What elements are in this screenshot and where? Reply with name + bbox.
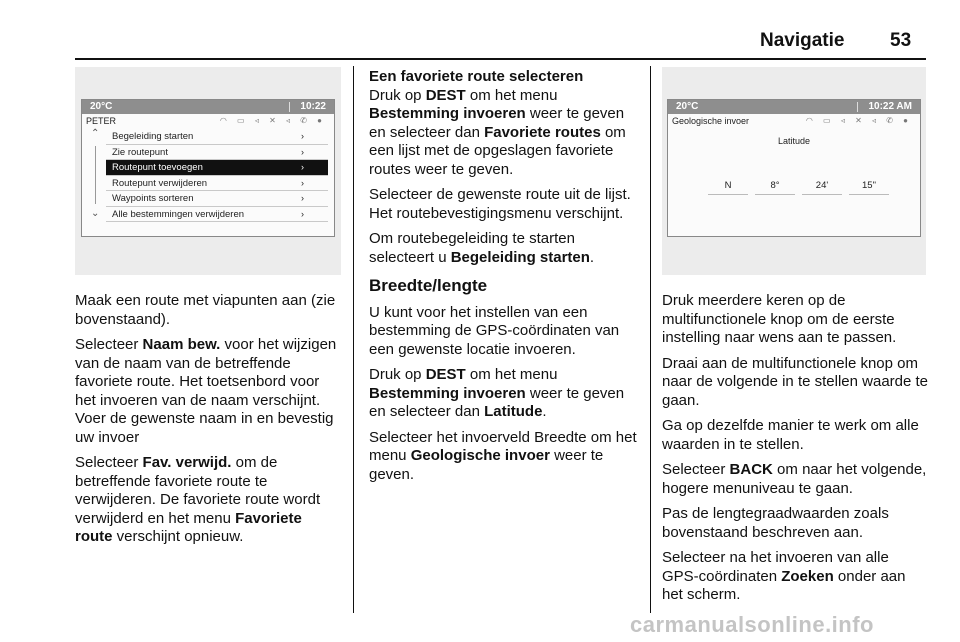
menu-item-begeleiding-starten[interactable] (106, 129, 328, 145)
chevron-right-icon: › (301, 146, 304, 157)
paragraph: Druk op DEST om het menu Bestemming invoeren weer te geven en selecteer dan Favoriete routes om een lijst met de opgeslagen favoriete routes weer te geven. (369, 86, 626, 178)
paragraph: Draai aan de multifunctionele knop om naar de volgende in te stellen waarde te gaan. (662, 354, 929, 409)
screen-subtitle: PETER (86, 116, 117, 126)
ui-term: BACK (729, 461, 773, 478)
column-2 (369, 68, 637, 491)
temperature: 20°C (90, 101, 113, 112)
route-menu (106, 129, 328, 222)
ui-term: Favoriete route (75, 509, 302, 545)
minutes-field[interactable]: 24' (815, 180, 829, 191)
menu-item-label: Begeleiding starten (112, 131, 194, 142)
column-1 (75, 292, 343, 554)
column-divider (650, 66, 651, 613)
ui-term: DEST (425, 366, 466, 383)
chevron-right-icon: › (301, 193, 304, 203)
screen-subtitle: Geologische invoer (672, 116, 750, 126)
section-heading: Breedte/lengte (369, 276, 488, 295)
menu-item-label: Routepunt verwijderen (112, 177, 208, 189)
paragraph: U kunt voor het instellen van een bestemming de GPS-coördinaten van een gewenste locatie invoeren. (369, 303, 620, 358)
seconds-field[interactable]: 15" (862, 180, 876, 191)
page-header-title: Navigatie (760, 30, 845, 51)
menu-item-label: Alle bestemmingen verwijderen (112, 208, 245, 220)
chevron-right-icon: › (301, 131, 304, 141)
paragraph: Pas de lengtegraadwaarden zoals bovenstaand beschreven aan. (662, 505, 889, 541)
paragraph: Ga op dezelfde manier te werk om alle waarden in te stellen. (662, 417, 919, 453)
menu-item-waypoints-sorteren[interactable] (106, 191, 328, 207)
display-screen (667, 99, 921, 237)
clock: 10:22 AM (868, 101, 912, 112)
ui-term: DEST (425, 86, 466, 104)
ui-term: Begeleiding starten (450, 248, 590, 266)
paragraph: Selecteer het invoerveld Breedte om het menu Geologische invoer weer te geven. (369, 428, 637, 483)
paragraph: Om routebegeleiding te starten selecteert u Begeleiding starten. (369, 230, 595, 266)
hemisphere-field[interactable]: N (724, 180, 732, 191)
field-underline (708, 194, 748, 195)
menu-item-routepunt-toevoegen[interactable] (106, 160, 328, 176)
column-divider (353, 66, 354, 613)
chevron-right-icon: › (301, 208, 304, 219)
separator (289, 102, 290, 112)
ui-term: Bestemming invoeren (369, 384, 526, 402)
ui-term: Latitude (484, 403, 543, 420)
paragraph: Druk op DEST om het menu Bestemming invoeren weer te geven en selecteer dan Latitude. (369, 366, 625, 420)
degrees-field[interactable]: 8° (770, 180, 780, 191)
ui-term: Fav. verwijd. (142, 454, 232, 471)
ui-term: Bestemming invoeren (369, 105, 526, 122)
menu-item-label: Routepunt toevoegen (112, 162, 203, 173)
section-heading: Een favoriete route selecteren (369, 68, 584, 85)
separator (857, 102, 858, 112)
scroll-down-icon[interactable]: ⌄ (91, 208, 100, 219)
ui-term: Zoeken (781, 567, 834, 585)
status-icons: ◠ ▭ ◃ ✕ ◃ ✆ ● (219, 116, 326, 125)
status-bar (82, 100, 334, 114)
header-rule (75, 58, 926, 60)
scroll-track (95, 146, 96, 204)
temperature: 20°C (676, 101, 699, 112)
ui-term: Favoriete routes (484, 123, 601, 141)
screenshot-route-menu (75, 67, 341, 275)
menu-item-label: Waypoints sorteren (112, 193, 194, 204)
paragraph: Selecteer Fav. verwijd. om de betreffende favoriete route te verwijderen. De favoriete route wordt verwijderd en het menu Favoriete route verschijnt opnieuw. (75, 454, 321, 545)
page-number: 53 (890, 30, 912, 51)
paragraph: Selecteer na het invoeren van alle GPS-coördinaten Zoeken onder aan het scherm. (662, 549, 906, 603)
field-underline (849, 194, 889, 195)
status-bar (668, 100, 920, 114)
menu-item-zie-routepunt[interactable] (106, 145, 328, 161)
clock: 10:22 (300, 101, 326, 112)
ui-term: Naam bew. (142, 336, 221, 353)
menu-item-routepunt-verwijderen[interactable] (106, 176, 328, 192)
paragraph: Selecteer de gewenste route uit de lijst. Het routebevestigingsmenu verschijnt. (369, 186, 631, 222)
paragraph: Maak een route met viapunten aan (zie bovenstaand). (75, 292, 336, 328)
latitude-label: Latitude (778, 136, 811, 146)
field-underline (755, 194, 795, 195)
watermark: carmanualsonline.info (630, 612, 874, 637)
chevron-right-icon: › (301, 162, 304, 172)
paragraph: Selecteer BACK om naar het volgende, hogere menuniveau te gaan. (662, 461, 927, 497)
screenshot-geological-input (662, 67, 926, 275)
chevron-right-icon: › (301, 177, 304, 188)
status-icons: ◠ ▭ ◃ ✕ ◃ ✆ ● (805, 116, 912, 125)
field-underline (802, 194, 842, 195)
menu-item-alle-bestemmingen-verwijderen[interactable] (106, 207, 328, 223)
paragraph: Druk meerdere keren op de multifunctionele knop om de eerste instelling naar wens aan te passen. (662, 292, 897, 346)
paragraph: Selecteer Naam bew. voor het wijzigen van de naam van de betreffende favoriete route. Het toetsenbord voor het invoeren van de naam verschijnt. Voer de gewenste naam in en bevestig uw invoer (75, 336, 337, 446)
scroll-up-icon[interactable]: ⌃ (91, 128, 100, 139)
ui-term: Geologische invoer (410, 447, 550, 464)
menu-item-label: Zie routepunt (112, 146, 168, 158)
display-screen (81, 99, 335, 237)
column-3 (662, 292, 928, 612)
